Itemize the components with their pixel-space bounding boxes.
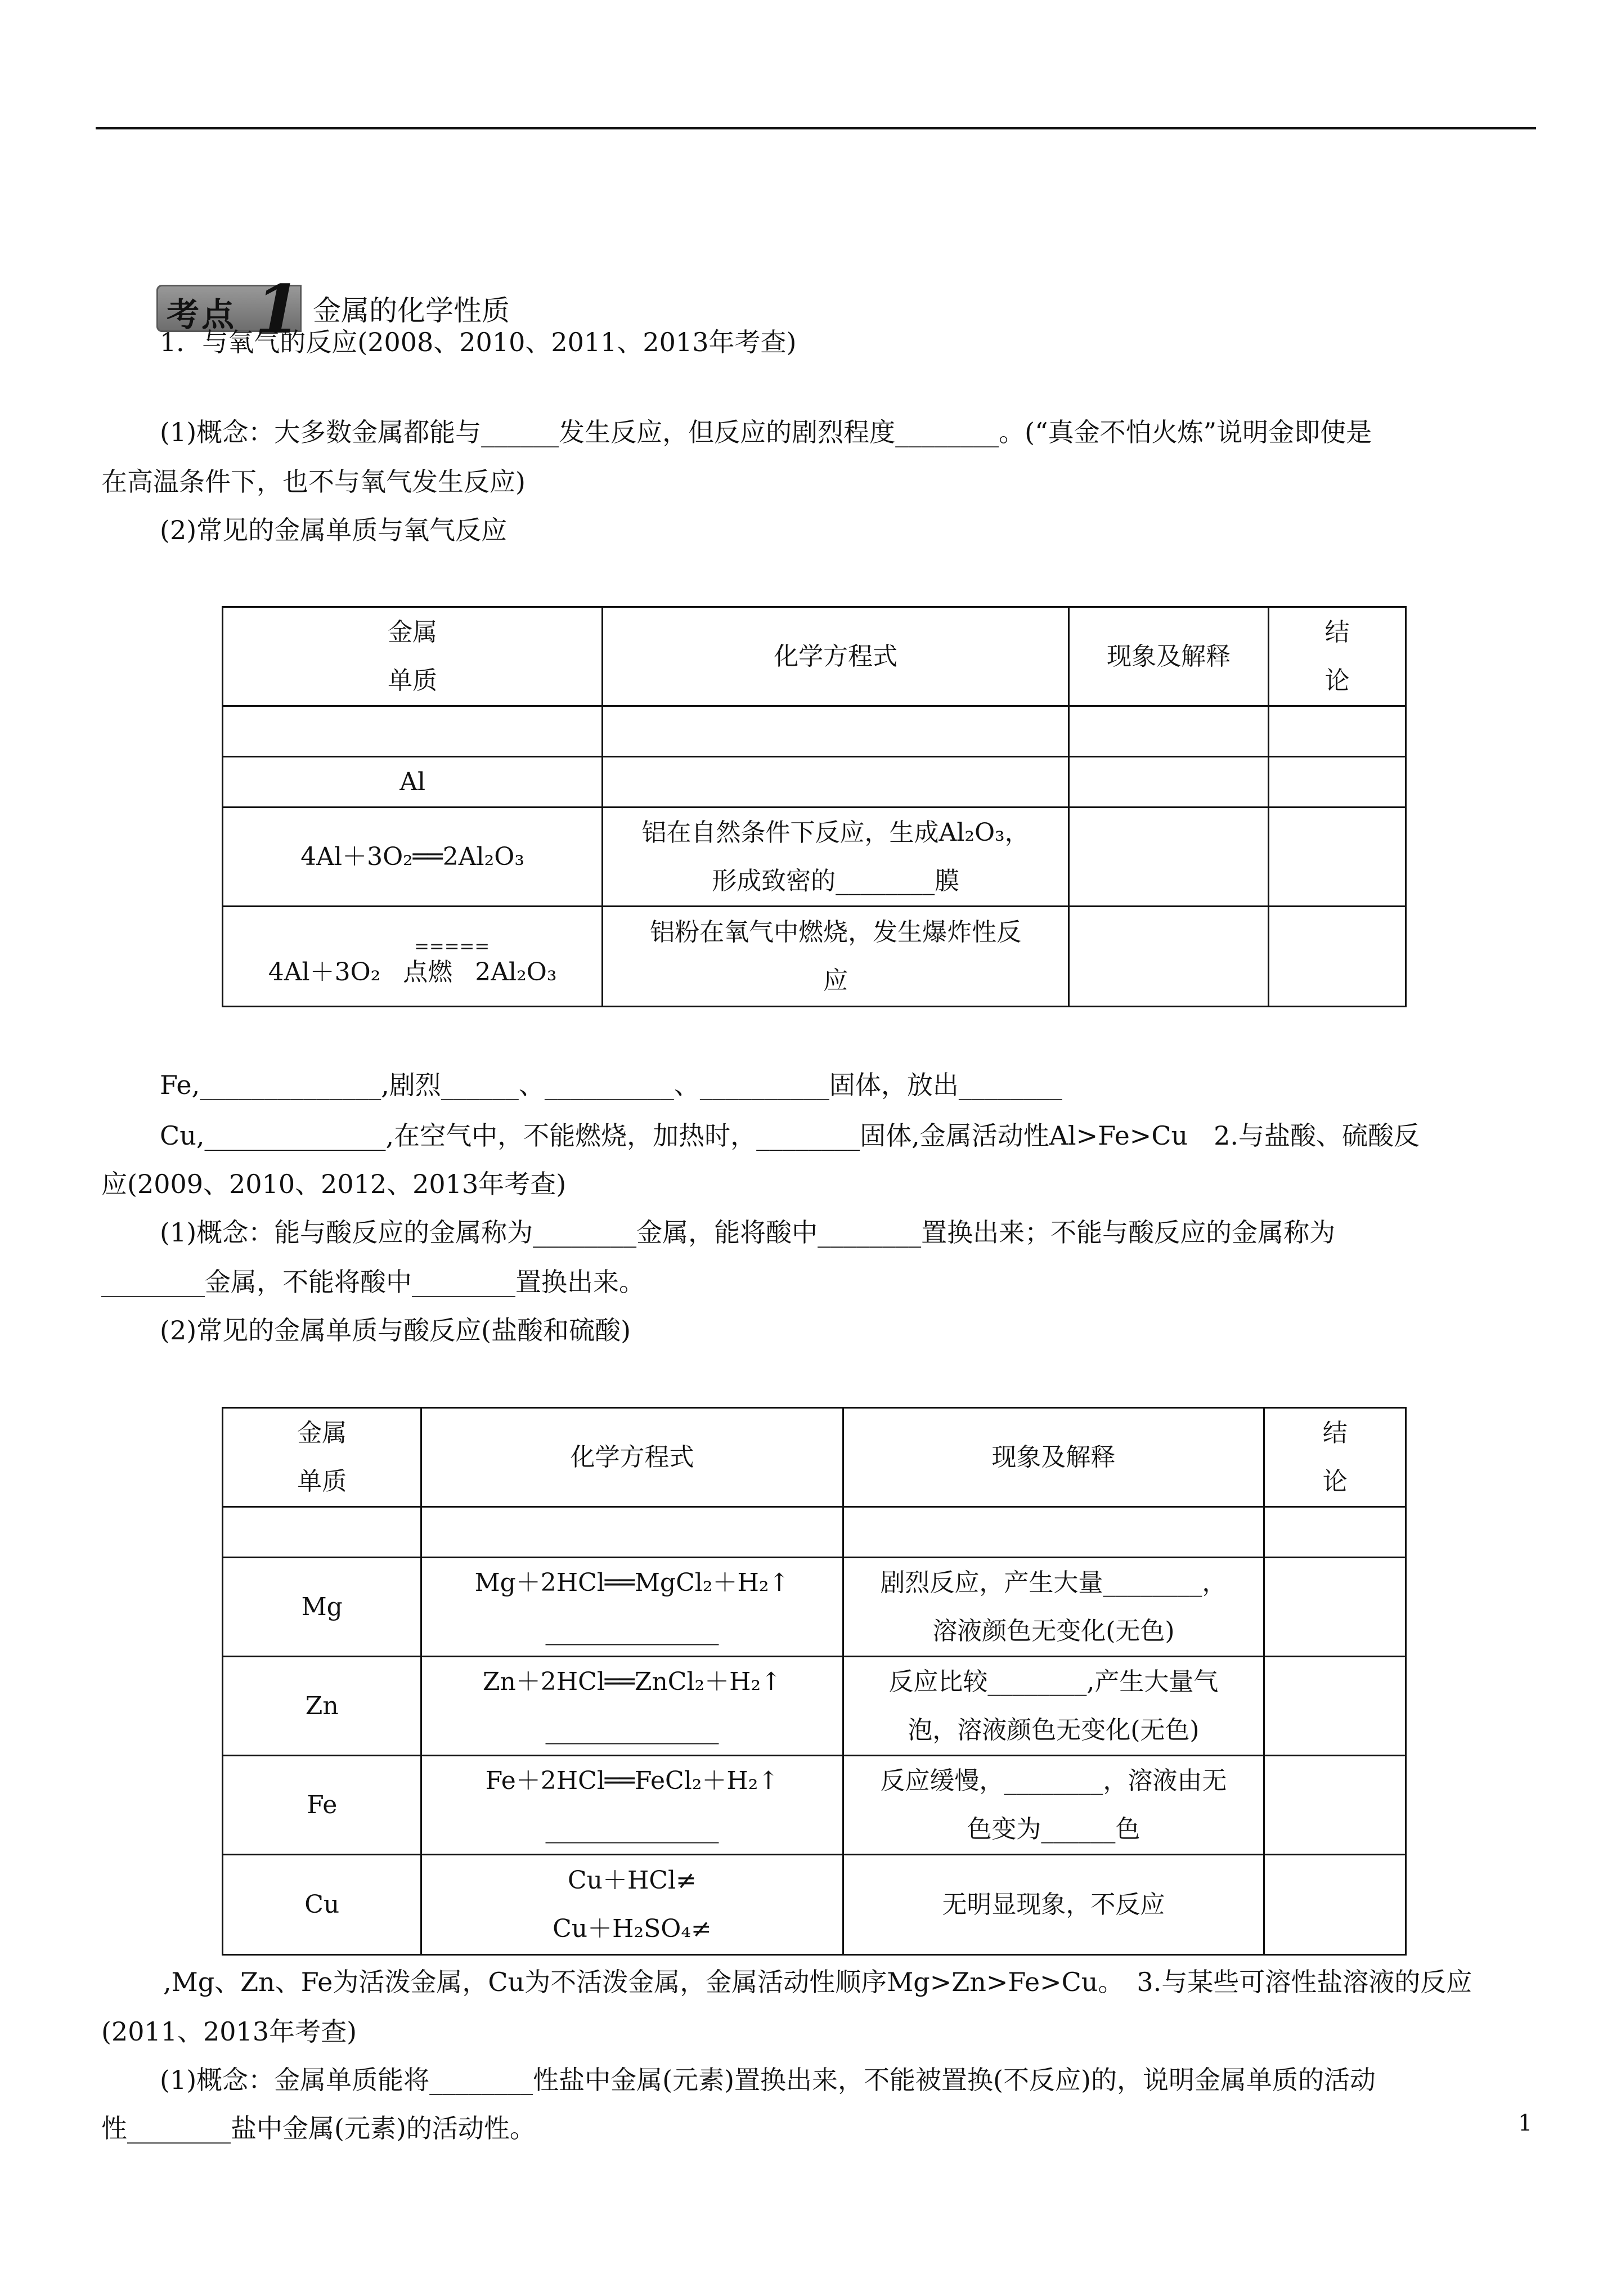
page-number: 1 [1518,2110,1533,2136]
table-row [223,757,1406,808]
cell-equation: Fe＋2HCl══FeCl₂＋H₂↑ ______________ [421,1756,843,1855]
cell-conclusion [1269,757,1406,808]
equation-left: 4Al＋3O₂ [268,957,381,986]
cell-phenomenon: 铝粉在氧气中燃烧，发生爆炸性反 应 [603,907,1069,1007]
table-header-row [223,607,1406,706]
cell-conclusion [1264,1855,1406,1955]
cell-phenomenon: 反应缓慢，________，溶液由无 色变为______色 [843,1756,1264,1855]
cell-metal: Al [223,757,603,808]
table-row [223,1657,1406,1756]
cell-equation-al-burn [223,907,603,1007]
cell-equation: Cu＋HCl≠ Cu＋H₂SO₄≠ [421,1855,843,1955]
cell-metal: Mg [223,1558,421,1657]
cell-equation [603,757,1069,808]
part1-concept-line2: 在高温条件下，也不与氧气发生反应) [101,467,526,497]
acid-conclusion-line: ,Mg、Zn、Fe为活泼金属，Cu为不活泼金属，金属活动性顺序Mg>Zn>Fe>Cu。 3.与某些可溶性盐溶液的反应 [163,1967,1472,1997]
part2-sub2: (2)常见的金属单质与酸反应(盐酸和硫酸) [160,1315,631,1346]
badge-number: 1 [255,270,302,348]
oxygen-reaction-table [222,606,1407,1007]
part3-concept-line1: (1)概念：金属单质能将________性盐中金属(元素)置换出来，不能被置换(不反应)的，说明金属单质的活动 [160,2065,1376,2095]
cell-metal: Cu [223,1855,421,1955]
part2-heading-cont: 应(2009、2010、2012、2013年考查) [101,1169,567,1199]
cell-conclusion [1269,808,1406,907]
header-conclusion: 结 论 [1264,1408,1406,1507]
table-row [223,1558,1406,1657]
cell-equation [603,706,1069,757]
cell-phenomenon [843,1507,1264,1558]
header-rule [96,127,1536,129]
header-metal: 金属 单质 [223,607,603,706]
equation-right: 2Al₂O₃ [475,957,557,986]
cell-equation [421,1507,843,1558]
header-equation: 化学方程式 [421,1408,843,1507]
cell-empty [1068,907,1268,1007]
header-metal: 金属 单质 [223,1408,421,1507]
cell-conclusion [1264,1558,1406,1657]
table-row [223,1756,1406,1855]
cell-metal [223,1507,421,1558]
cell-phenomenon [1068,706,1268,757]
cell-metal: Fe [223,1756,421,1855]
table-row [223,706,1406,757]
badge-label: 考点 [167,295,237,334]
table-row [223,907,1406,1007]
part3-heading-cont: (2011、2013年考查) [101,2016,357,2047]
table-header-row [223,1408,1406,1507]
header-equation: 化学方程式 [603,607,1069,706]
reaction-condition: 点燃 [403,957,453,986]
cell-conclusion [1269,706,1406,757]
cell-equation-al-natural: 4Al＋3O₂══2Al₂O₃ [223,808,603,907]
cell-conclusion [1264,1756,1406,1855]
cell-phenomenon: 剧烈反应，产生大量________， 溶液颜色无变化(无色) [843,1558,1264,1657]
cell-conclusion [1264,1507,1406,1558]
part1-heading: 1．与氧气的反应(2008、2010、2011、2013年考查) [160,327,797,357]
cell-equation: Mg＋2HCl══MgCl₂＋H₂↑ ______________ [421,1558,843,1657]
cell-equation: Zn＋2HCl══ZnCl₂＋H₂↑ ______________ [421,1657,843,1756]
section-title: 金属的化学性质 [313,294,510,327]
table-row [223,1507,1406,1558]
cell-empty [1068,808,1268,907]
cell-phenomenon [1068,757,1268,808]
acid-reaction-table [222,1407,1407,1956]
cu-oxygen-line: Cu,______________,在空气中，不能燃烧，加热时，________固体,金属活动性Al>Fe>Cu 2.与盐酸、硫酸反 [160,1120,1420,1151]
fe-oxygen-line: Fe,______________,剧烈______、__________、__________固体，放出________ [160,1070,1062,1100]
cell-metal [223,706,603,757]
reaction-condition-sign: ===== [414,935,490,957]
table-row [223,808,1406,907]
cell-phenomenon: 铝在自然条件下反应，生成Al₂O₃， 形成致密的________膜 [603,808,1069,907]
header-phenomenon: 现象及解释 [1068,607,1268,706]
part2-concept-line2: ________金属，不能将酸中________置换出来。 [101,1267,645,1297]
header-phenomenon: 现象及解释 [843,1408,1264,1507]
cell-conclusion [1269,907,1406,1007]
table-row [223,1855,1406,1955]
cell-phenomenon: 反应比较________,产生大量气 泡，溶液颜色无变化(无色) [843,1657,1264,1756]
header-conclusion: 结 论 [1269,607,1406,706]
cell-phenomenon: 无明显现象，不反应 [843,1855,1264,1955]
part2-concept-line1: (1)概念：能与酸反应的金属称为________金属，能将酸中________置换出来；不能与酸反应的金属称为 [160,1217,1336,1248]
cell-conclusion [1264,1657,1406,1756]
cell-metal: Zn [223,1657,421,1756]
part1-sub2: (2)常见的金属单质与氧气反应 [160,515,508,545]
part3-concept-line2: 性________盐中金属(元素)的活动性。 [101,2113,536,2143]
part1-concept-line1: (1)概念：大多数金属都能与______发生反应，但反应的剧烈程度________。(“真金不怕火炼”说明金即使是 [160,417,1372,447]
